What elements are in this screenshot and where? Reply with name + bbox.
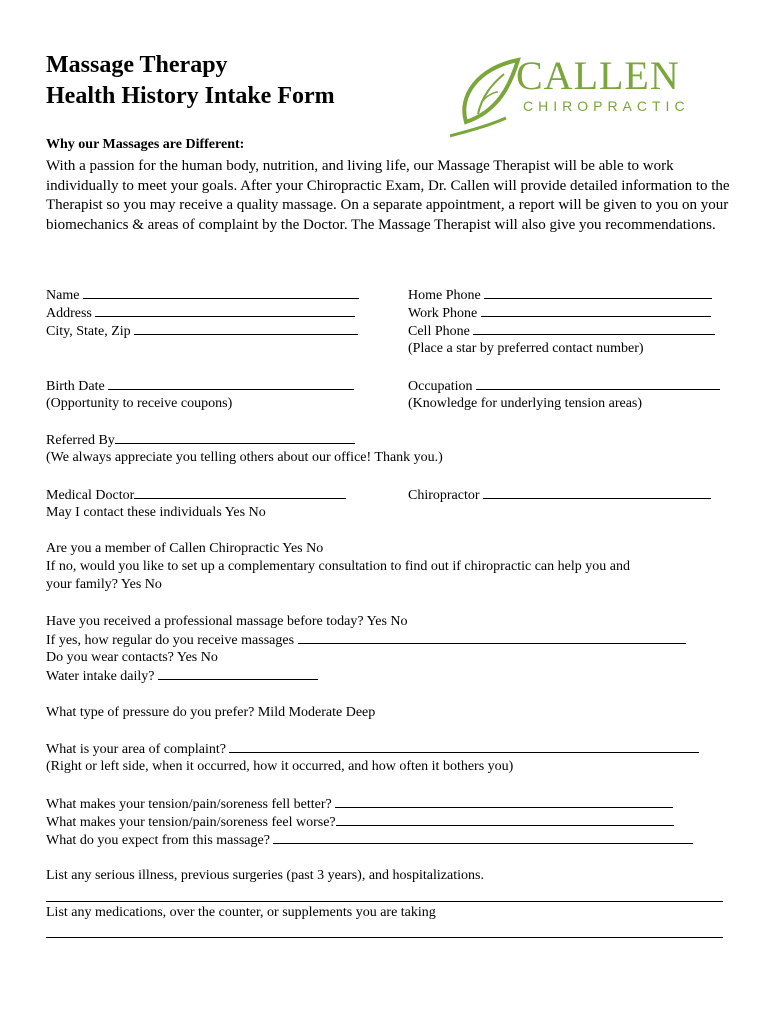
contacts-question[interactable]: Do you wear contacts? Yes No <box>46 650 218 665</box>
medical-doctor-line[interactable] <box>134 486 346 499</box>
expect-line[interactable] <box>273 831 693 844</box>
water-intake-label: Water intake daily? <box>46 669 155 684</box>
birth-date-field[interactable] <box>46 377 354 396</box>
complaint-note: (Right or left side, when it occurred, how it occurred, and how often it bothers you) <box>46 759 514 774</box>
medications-question: List any medications, over the counter, or supplements you are taking <box>46 905 436 920</box>
complaint-label: What is your area of complaint? <box>46 742 226 757</box>
occupation-note: (Knowledge for underlying tension areas) <box>408 396 643 411</box>
medical-doctor-field[interactable] <box>46 486 346 505</box>
feel-worse-line[interactable] <box>336 813 674 826</box>
home-phone-label: Home Phone <box>408 288 481 303</box>
feel-better-line[interactable] <box>335 795 673 808</box>
feel-better-field[interactable] <box>46 795 673 814</box>
home-phone-line[interactable] <box>484 286 712 299</box>
work-phone-line[interactable] <box>481 304 711 317</box>
feel-better-label: What makes your tension/pain/soreness fell better? <box>46 797 332 812</box>
city-state-zip-label: City, State, Zip <box>46 324 131 339</box>
prof-massage-question[interactable]: Have you received a professional massage before today? Yes No <box>46 614 408 629</box>
member-question[interactable]: Are you a member of Callen Chiropractic Yes No <box>46 541 324 556</box>
city-state-zip-field[interactable] <box>46 322 358 341</box>
work-phone-label: Work Phone <box>408 306 478 321</box>
illness-question: List any serious illness, previous surgeries (past 3 years), and hospitalizations. <box>46 868 484 883</box>
why-heading: Why our Massages are Different: <box>46 137 245 152</box>
birth-note: (Opportunity to receive coupons) <box>46 396 233 411</box>
title-line-2: Health History Intake Form <box>46 83 335 109</box>
water-intake-line[interactable] <box>158 667 318 680</box>
how-regular-field[interactable] <box>46 631 686 650</box>
medications-answer-line[interactable] <box>46 937 723 938</box>
work-phone-field[interactable] <box>408 304 711 323</box>
birth-date-label: Birth Date <box>46 379 105 394</box>
pressure-question[interactable]: What type of pressure do you prefer? Mild Moderate Deep <box>46 705 376 720</box>
city-state-zip-line[interactable] <box>134 322 358 335</box>
feel-worse-label: What makes your tension/pain/soreness feel worse? <box>46 815 336 830</box>
cell-phone-label: Cell Phone <box>408 324 470 339</box>
cell-phone-line[interactable] <box>473 322 715 335</box>
name-field[interactable] <box>46 286 359 305</box>
referred-by-field[interactable] <box>46 431 355 450</box>
contact-note: (Place a star by preferred contact number) <box>408 341 644 356</box>
referred-by-line[interactable] <box>115 431 355 444</box>
logo-subtitle: CHIROPRACTIC <box>523 98 690 114</box>
referred-note: (We always appreciate you telling others about our office! Thank you.) <box>46 450 443 465</box>
chiropractor-line[interactable] <box>483 486 711 499</box>
water-intake-field[interactable] <box>46 667 318 686</box>
expect-field[interactable] <box>46 831 693 850</box>
how-regular-label: If yes, how regular do you receive massages <box>46 633 295 648</box>
consultation-question-line-2[interactable]: your family? Yes No <box>46 577 162 592</box>
name-label: Name <box>46 288 80 303</box>
form-title <box>46 50 335 112</box>
logo-name: CALLEN <box>516 53 680 98</box>
may-contact-question[interactable]: May I contact these individuals Yes No <box>46 505 266 520</box>
name-line[interactable] <box>83 286 359 299</box>
chiropractor-field[interactable] <box>408 486 711 505</box>
complaint-line[interactable] <box>229 740 699 753</box>
occupation-field[interactable] <box>408 377 720 396</box>
occupation-label: Occupation <box>408 379 473 394</box>
address-label: Address <box>46 306 92 321</box>
cell-phone-field[interactable] <box>408 322 715 341</box>
expect-label: What do you expect from this massage? <box>46 833 270 848</box>
illness-answer-line[interactable] <box>46 901 723 902</box>
feel-worse-field[interactable] <box>46 813 674 832</box>
home-phone-field[interactable] <box>408 286 712 305</box>
title-line-1: Massage Therapy <box>46 52 228 78</box>
address-field[interactable] <box>46 304 355 323</box>
address-line[interactable] <box>95 304 355 317</box>
callen-chiropractic-logo <box>448 53 710 140</box>
medical-doctor-label: Medical Doctor <box>46 488 135 503</box>
birth-date-line[interactable] <box>108 377 354 390</box>
intro-paragraph: With a passion for the human body, nutrition, and living life, our Massage Therapist will be able to work individually to meet your goals. After your Chiropractic Exam, Dr. Callen will provide detailed information to the Therapist so you may receive a quality massage. On a separate appointment, a report will be given to you on your biomechanics & areas of complaint by the Doctor. The Massage Therapist will also give you recommendations. <box>46 158 730 233</box>
how-regular-line[interactable] <box>298 631 686 644</box>
complaint-field[interactable] <box>46 740 699 759</box>
occupation-line[interactable] <box>476 377 720 390</box>
chiropractor-label: Chiropractor <box>408 488 480 503</box>
consultation-question-line-1: If no, would you like to set up a complementary consultation to find out if chiropractic can help you and <box>46 559 630 574</box>
referred-by-label: Referred By <box>46 433 115 448</box>
